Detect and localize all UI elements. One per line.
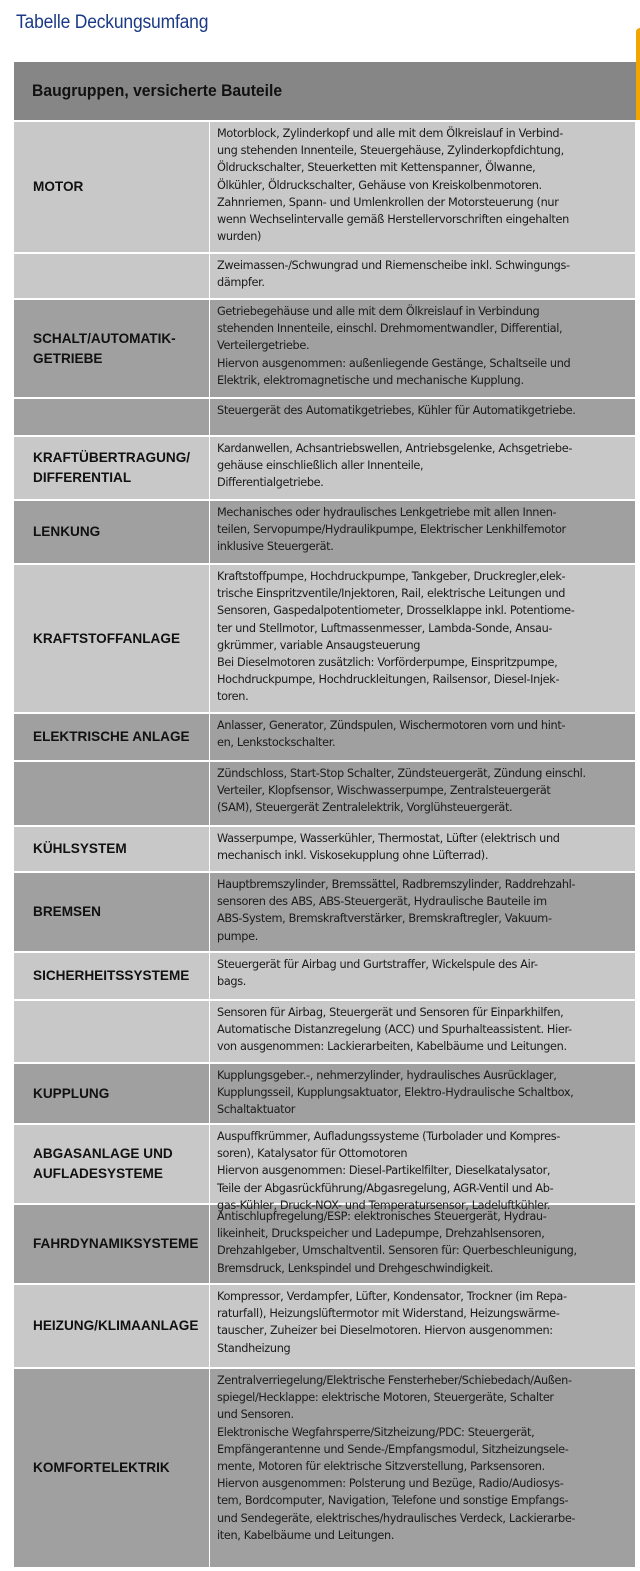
- table-row: [14, 437, 636, 501]
- description-cell: Mechanisches oder hydraulisches Lenkgetriebe mit allen Innen- teilen, Servopumpe/Hydraulikpumpe, Elektrischer Lenkhilfemotor inklusive Steuergerät.: [210, 501, 636, 563]
- table-row: [14, 254, 636, 300]
- category-cell: [14, 1001, 210, 1062]
- table-row: [14, 827, 636, 873]
- description-cell: Steuergerät für Airbag und Gurtstraffer, Wickelspule des Air- bags.: [210, 953, 636, 999]
- description-cell: Hauptbremszylinder, Bremssättel, Radbremszylinder, Raddrehzahl- sensoren des ABS, ABS-Steuergerät, Hydraulische Bauteile im ABS-System, Bremskraftverstärker, Bremskraftregler, Vakuum- pumpe.: [210, 873, 636, 951]
- description-cell: Antischlupfregelung/ESP: elektronisches Steuergerät, Hydrau- likeinheit, Druckspeicher und Ladepumpe, Drehzahlsensoren, Drehzahlgeber, Umschaltventil. Sensoren für: Querbeschleunigung, Bremsdruck, Lenkspindel und Drehgeschwindigkeit.: [210, 1205, 636, 1283]
- category-cell: SCHALT/AUTOMATIK- GETRIEBE: [14, 300, 210, 397]
- accent-bar: [636, 28, 640, 120]
- table-row: [14, 399, 636, 437]
- category-cell: ABGASANLAGE UND AUFLADESYSTEME: [14, 1125, 210, 1203]
- category-cell: KOMFORTELEKTRIK: [14, 1369, 210, 1567]
- category-cell: HEIZUNG/KLIMAANLAGE: [14, 1285, 210, 1367]
- table-row: [14, 953, 636, 1001]
- description-cell: Kardanwellen, Achsantriebswellen, Antriebsgelenke, Achsgetriebe- gehäuse einschließlich aller Innenteile, Differentialgetriebe.: [210, 437, 636, 499]
- table-row: [14, 1205, 636, 1285]
- description-cell: Kompressor, Verdampfer, Lüfter, Kondensator, Trockner (im Repa- raturfall), Heizungslüftermotor mit Widerstand, Heizungswärme- tauscher, Zuheizer bei Dieselmotoren. Hiervon ausgenommen: Standheizung: [210, 1285, 636, 1367]
- table-row: [14, 1369, 636, 1569]
- category-cell: KUPPLUNG: [14, 1064, 210, 1123]
- page-title: Tabelle Deckungsumfang: [16, 12, 209, 33]
- description-cell: Zentralverriegelung/Elektrische Fensterheber/Schiebedach/Außen- spiegel/Hecklappe: elektrische Motoren, Steuergeräte, Schalter und Sensoren. Elektronische Wegfahrsperre/Sitzheizung/PDC: Steuergerät, Empfängerantenne und Sende-/Empfangsmodul, Sitzheizungsele- mente, Motoren für elektrische Sitzverstellung, Parksensoren. Hiervon ausgenommen: Polsterung und Bezüge, Radio/Audiosys- tem, Bordcomputer, Navigation, Telefone und sonstige Empfangs- und Sendegeräte, elektrisches/hydraulisches Verdeck, Lackierarbe- iten, Kabelbäume und Leitungen.: [210, 1369, 636, 1567]
- category-cell: LENKUNG: [14, 501, 210, 563]
- table-row: [14, 873, 636, 953]
- table-row: [14, 1064, 636, 1125]
- category-cell: KÜHLSYSTEM: [14, 827, 210, 871]
- category-cell: [14, 399, 210, 435]
- table-row: [14, 1125, 636, 1212]
- description-cell: Zweimassen-/Schwungrad und Riemenscheibe inkl. Schwingungs- dämpfer.: [210, 254, 636, 298]
- table-row: [14, 1001, 636, 1064]
- description-cell: Sensoren für Airbag, Steuergerät und Sensoren für Einparkhilfen, Automatische Distanzregelung (ACC) und Spurhalteassistent. Hier- von ausgenommen: Lackierarbeiten, Kabelbäume und Leitungen.: [210, 1001, 636, 1062]
- description-cell: Kupplungsgeber.-, nehmerzylinder, hydraulisches Ausrücklager, Kupplungsseil, Kupplungsaktuator, Elektro-Hydraulische Schaltbox, Schaltaktuator: [210, 1064, 636, 1123]
- category-cell: KRAFTSTOFFANLAGE: [14, 565, 210, 712]
- table-row: [14, 300, 636, 399]
- table-header: [14, 62, 636, 122]
- description-cell: Anlasser, Generator, Zündspulen, Wischermotoren vorn und hint- en, Lenkstockschalter.: [210, 714, 636, 760]
- category-cell: [14, 254, 210, 298]
- category-cell: SICHERHEITSSYSTEME: [14, 953, 210, 999]
- coverage-table: [14, 62, 636, 1569]
- table-body: [14, 122, 636, 1569]
- table-row: [14, 501, 636, 565]
- table-header-label: Baugruppen, versicherte Bauteile: [32, 81, 283, 100]
- description-cell: Kraftstoffpumpe, Hochdruckpumpe, Tankgeber, Druckregler,elek- trische Einspritzventile/Injektoren, Rail, elektrische Leitungen und Sensoren, Gaspedalpotentiometer, Drosselklappe inkl. Potentiome- ter und Stellmotor, Luftmassenmesser, Lambda-Sonde, Ansau- gkrümmer, variable Ansaugsteuerung Bei Dieselmotoren zusätzlich: Vorförderpumpe, Einspritzpumpe, Hochdruckpumpe, Hochdruckleitungen, Railsensor, Diesel-Injek- toren.: [210, 565, 636, 712]
- description-cell: Wasserpumpe, Wasserkühler, Thermostat, Lüfter (elektrisch und mechanisch inkl. Viskosekupplung ohne Lüfterrad).: [210, 827, 636, 871]
- category-cell: [14, 762, 210, 825]
- description-cell: Zündschloss, Start-Stop Schalter, Zündsteuergerät, Zündung einschl. Verteiler, Klopfsensor, Wischwasserpumpe, Zentralsteuergerät (SAM), Steuergerät Zentralelektrik, Vorglühsteuergerät.: [210, 762, 636, 825]
- category-cell: MOTOR: [14, 122, 210, 252]
- table-row: [14, 714, 636, 762]
- description-cell: Motorblock, Zylinderkopf und alle mit dem Ölkreislauf in Verbind- ung stehenden Innenteile, Steuergehäuse, Zylinderkopfdichtung, Öldruckschalter, Steuerketten mit Kettenspanner, Ölwanne, Ölkühler, Öldruckschalter, Gehäuse von Kreiskolbenmotoren. Zahnriemen, Spann- und Umlenkrollen der Motorsteuerung (nur wenn Wechselintervalle gemäß Herstellervorschriften eingehalten wurden): [210, 122, 636, 252]
- category-cell: FAHRDYNAMIKSYSTEME: [14, 1205, 210, 1283]
- category-cell: KRAFTÜBERTRAGUNG/ DIFFERENTIAL: [14, 437, 210, 499]
- table-row: [14, 122, 636, 254]
- table-row: [14, 762, 636, 827]
- description-cell: Steuergerät des Automatikgetriebes, Kühler für Automatikgetriebe.: [210, 399, 636, 435]
- category-cell: ELEKTRISCHE ANLAGE: [14, 714, 210, 760]
- description-cell: Getriebegehäuse und alle mit dem Ölkreislauf in Verbindung stehenden Innenteile, einschl. Drehmomentwandler, Differential, Verteilergetriebe. Hiervon ausgenommen: außenliegende Gestänge, Schaltseile und Elektrik, elektromagnetische und mechanische Kupplung.: [210, 300, 636, 397]
- table-row: [14, 565, 636, 714]
- description-cell: Auspuffkrümmer, Aufladungssysteme (Turbolader und Kompres- soren), Katalysator für Ottomotoren Hiervon ausgenommen: Diesel-Partikelfilter, Dieselkatalysator, Teile der Abgasrückführung/Abgasregelung, AGR-Ventil und Ab- gas-Kühler, Druck-NOX- und Temperatursensor, Ladeluftkühler.: [210, 1125, 636, 1203]
- category-cell: BREMSEN: [14, 873, 210, 951]
- table-row: [14, 1285, 636, 1369]
